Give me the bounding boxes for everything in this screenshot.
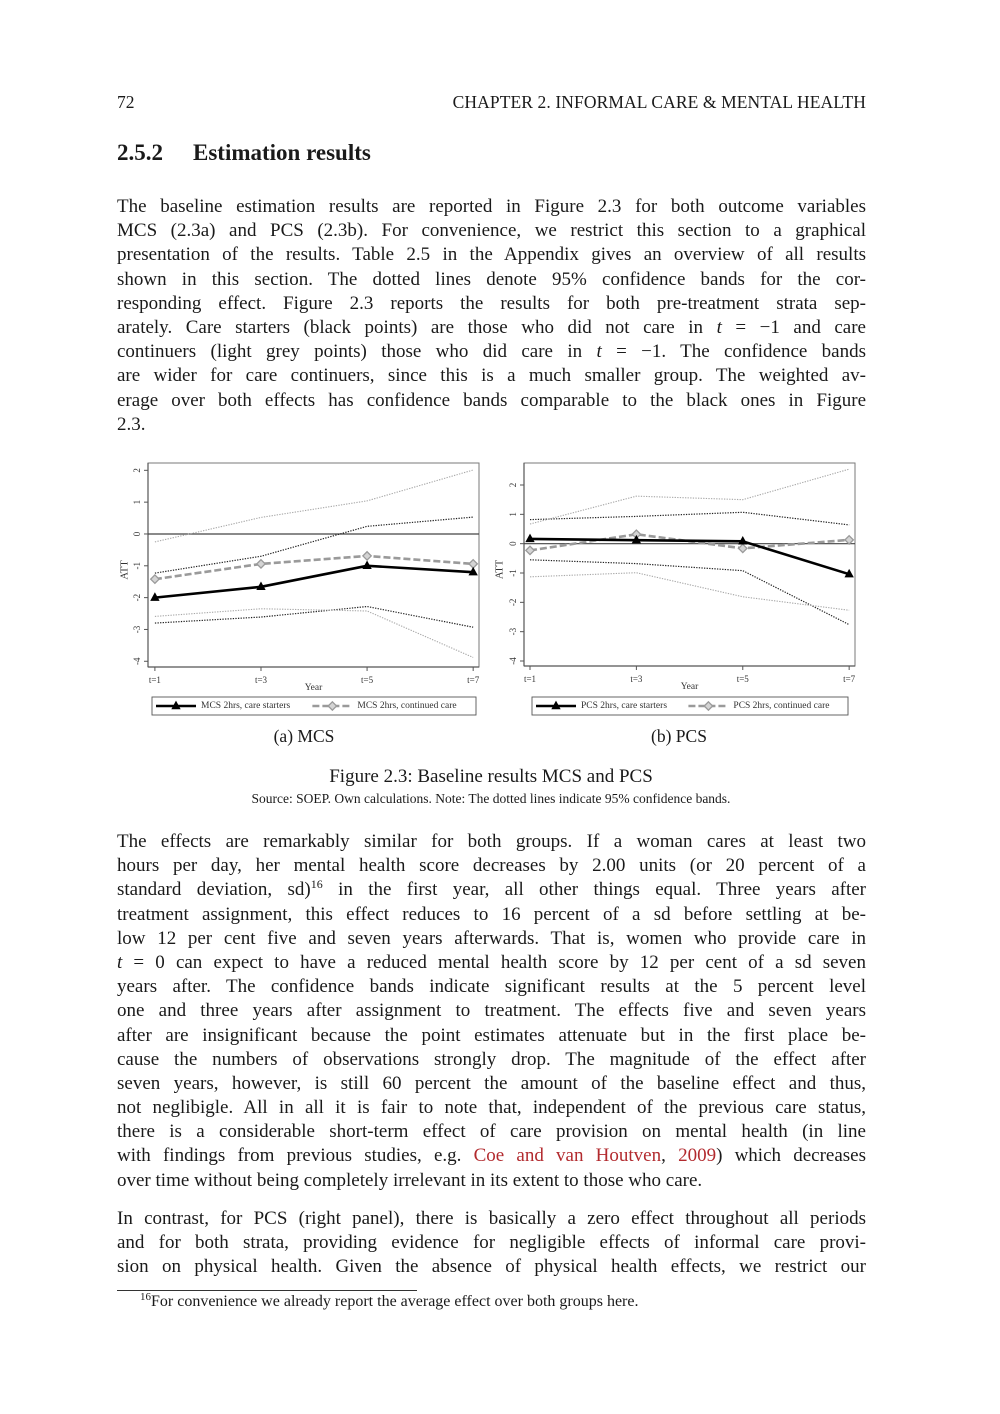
y-axis-label: ATT xyxy=(119,560,131,580)
text-run: hours per day, her mental health score decreases by 2.00 units (or 20 percent of a xyxy=(117,855,866,877)
x-tick-label: t=5 xyxy=(736,674,749,684)
text-line xyxy=(117,854,866,878)
footnote-rule xyxy=(117,1290,417,1291)
text-line xyxy=(117,830,866,854)
text-run: shown in this section. The dotted lines denote 95% confidence bands for the cor- xyxy=(117,268,866,290)
text-line xyxy=(117,1120,866,1144)
text-line xyxy=(117,195,866,219)
text-line xyxy=(117,878,866,902)
footnote-ref[interactable]: 16 xyxy=(310,877,323,892)
text-line xyxy=(117,1144,866,1168)
text-run: in the first year, all other things equal. Three years after xyxy=(322,879,867,901)
text-line xyxy=(117,1024,866,1048)
text-run: , xyxy=(661,1145,679,1167)
x-tick-label: t=5 xyxy=(361,675,374,685)
text-run: In contrast, for PCS (right panel), there is basically a zero effect throughout all periods xyxy=(117,1208,866,1229)
text-run: sion on physical health. Given the absence of physical health effects, we restrict our xyxy=(117,1256,866,1278)
x-tick-label: t=7 xyxy=(467,675,480,685)
y-tick-label: -1 xyxy=(132,562,142,570)
page-number: 72 xyxy=(117,92,135,112)
y-tick-label: 1 xyxy=(132,499,142,505)
text-run: presentation of the results. Table 2.5 in the Appendix gives an overview of all results xyxy=(117,244,866,266)
text-run: responding effect. Figure 2.3 reports the results for both pre-treatment strata sep- xyxy=(117,292,866,314)
text-line xyxy=(117,999,866,1023)
text-line xyxy=(117,413,866,437)
chart-legend xyxy=(532,697,848,715)
y-tick-label: -3 xyxy=(132,625,142,634)
plot-frame xyxy=(524,463,855,666)
text-run: seven years, however, is still 60 percent the amount of the baseline effect and thus, xyxy=(117,1072,866,1094)
running-header xyxy=(117,92,866,114)
text-line xyxy=(117,903,866,927)
text-run: one and three years after assignment to treatment. The effects five and seven years xyxy=(117,1000,866,1022)
text-line xyxy=(117,1096,866,1120)
chart-pcs xyxy=(484,455,869,720)
x-tick-label: t=3 xyxy=(254,675,268,685)
text-line xyxy=(117,1255,866,1279)
text-line xyxy=(117,389,866,413)
chart-mcs xyxy=(108,455,493,720)
text-run: erage over both effects has confidence bands comparable to the black ones in Figure xyxy=(117,389,866,411)
y-axis-label: ATT xyxy=(494,559,506,580)
text-line xyxy=(117,1231,866,1255)
text-line xyxy=(117,219,866,243)
text-run: after are insignificant because the point estimates attenuate but in the first place be- xyxy=(117,1024,866,1046)
text-run: The baseline estimation results are reported in Figure 2.3 for both outcome variables xyxy=(117,196,866,217)
text-line xyxy=(117,1207,866,1231)
text-run: continuers (light grey points) those who did care in xyxy=(117,341,597,363)
subcaption-pcs: (b) PCS xyxy=(651,726,707,746)
x-tick-label: t=7 xyxy=(843,674,856,684)
text-run: with findings from previous studies, e.g. xyxy=(117,1145,474,1167)
text-line xyxy=(117,1169,866,1193)
text-run: = −1 and care xyxy=(721,316,866,338)
y-tick-label: -4 xyxy=(508,657,518,665)
text-line xyxy=(117,951,866,975)
x-tick-label: t=1 xyxy=(523,674,537,684)
y-tick-label: 2 xyxy=(508,482,518,488)
text-line xyxy=(117,268,866,292)
y-tick-label: 1 xyxy=(508,512,518,517)
paragraph-intro xyxy=(117,195,866,437)
text-run: = 0 can expect to have a reduced mental health score by 12 per cent of a sd seven xyxy=(122,951,866,973)
text-line xyxy=(117,243,866,267)
text-run: are wider for care continuers, since this is a much smaller group. The weighted av- xyxy=(117,365,866,387)
legend-item xyxy=(688,701,829,711)
y-tick-label: -2 xyxy=(508,598,518,607)
y-tick-label: -1 xyxy=(508,569,518,577)
text-run: ) which decreases xyxy=(716,1145,867,1167)
y-tick-label: 0 xyxy=(132,531,142,537)
text-run: 2.3. xyxy=(117,413,146,435)
text-run: treatment assignment, this effect reduces to 16 percent of a sd before settling at be- xyxy=(117,903,866,925)
citation-link[interactable]: 2009 xyxy=(678,1145,717,1167)
subcaption-mcs: (a) MCS xyxy=(273,726,335,746)
text-run: there is a considerable short-term effect of care provision on mental health (in line xyxy=(117,1121,866,1143)
figure-note: Source: SOEP. Own calculations. Note: The dotted lines indicate 95% confidence bands. xyxy=(251,791,731,806)
text-run: arately. Care starters (black points) are those who did not care in xyxy=(117,316,717,338)
text-run: and for both strata, providing evidence for negligible effects of informal care provi- xyxy=(117,1232,866,1254)
x-tick-label: t=3 xyxy=(630,674,643,684)
y-tick-label: 0 xyxy=(508,541,518,546)
text-line xyxy=(117,340,866,364)
paragraph-mcs-results xyxy=(117,830,866,1193)
citation-link[interactable]: Coe and van Houtven xyxy=(473,1145,662,1167)
text-run: = −1. The confidence bands xyxy=(601,341,866,363)
y-tick-label: -4 xyxy=(132,657,142,666)
text-line xyxy=(117,927,866,951)
section-number: 2.5.2 xyxy=(117,140,163,165)
legend-label: MCS 2hrs, care starters xyxy=(201,701,291,711)
text-run: standard deviation, sd) xyxy=(117,879,311,901)
text-run: not neglibigle. All in all it is fair to note that, independent of the previous care status, xyxy=(117,1097,866,1119)
section-title: Estimation results xyxy=(193,140,371,165)
chapter-title: CHAPTER 2. INFORMAL CARE & MENTAL HEALTH xyxy=(452,92,866,112)
math-variable: t xyxy=(117,951,123,973)
legend-label: MCS 2hrs, continued care xyxy=(357,701,457,711)
y-tick-label: -3 xyxy=(508,627,518,636)
x-axis-label: Year xyxy=(680,682,699,692)
text-run: over time without being completely irrelevant in its extent to those who care. xyxy=(117,1169,703,1191)
text-run: cause the numbers of observations strongly drop. The magnitude of the effect after xyxy=(117,1048,866,1070)
text-line xyxy=(117,975,866,999)
footnote-text: For convenience we already report the average effect over both groups here. xyxy=(151,1293,639,1310)
math-variable: t xyxy=(716,316,722,338)
text-line xyxy=(117,364,866,388)
text-run: low 12 per cent five and seven years afterwards. That is, women who provide care in xyxy=(117,927,866,949)
text-run: The effects are remarkably similar for both groups. If a woman cares at least two xyxy=(117,831,866,852)
footnote-marker: 16 xyxy=(140,1291,151,1303)
x-tick-label: t=1 xyxy=(148,675,161,685)
text-line xyxy=(117,1048,866,1072)
paragraph-pcs-results xyxy=(117,1207,866,1280)
legend-label: PCS 2hrs, care starters xyxy=(581,701,668,711)
math-variable: t xyxy=(596,341,602,363)
y-tick-label: 2 xyxy=(132,468,142,473)
plot-frame xyxy=(148,463,479,667)
text-line xyxy=(117,316,866,340)
text-run: years after. The confidence bands indicate significant results at the 5 percent level xyxy=(117,976,866,998)
footnote xyxy=(140,1293,866,1311)
text-run: MCS (2.3a) and PCS (2.3b). For convenience, we restrict this section to a graphical xyxy=(117,220,866,242)
x-axis-label: Year xyxy=(304,683,323,693)
legend-label: PCS 2hrs, continued care xyxy=(733,701,830,711)
y-tick-label: -2 xyxy=(132,593,142,602)
chart-legend xyxy=(152,697,476,715)
figure-caption: Figure 2.3: Baseline results MCS and PCS xyxy=(329,766,653,787)
text-line xyxy=(117,1072,866,1096)
text-line xyxy=(117,292,866,316)
